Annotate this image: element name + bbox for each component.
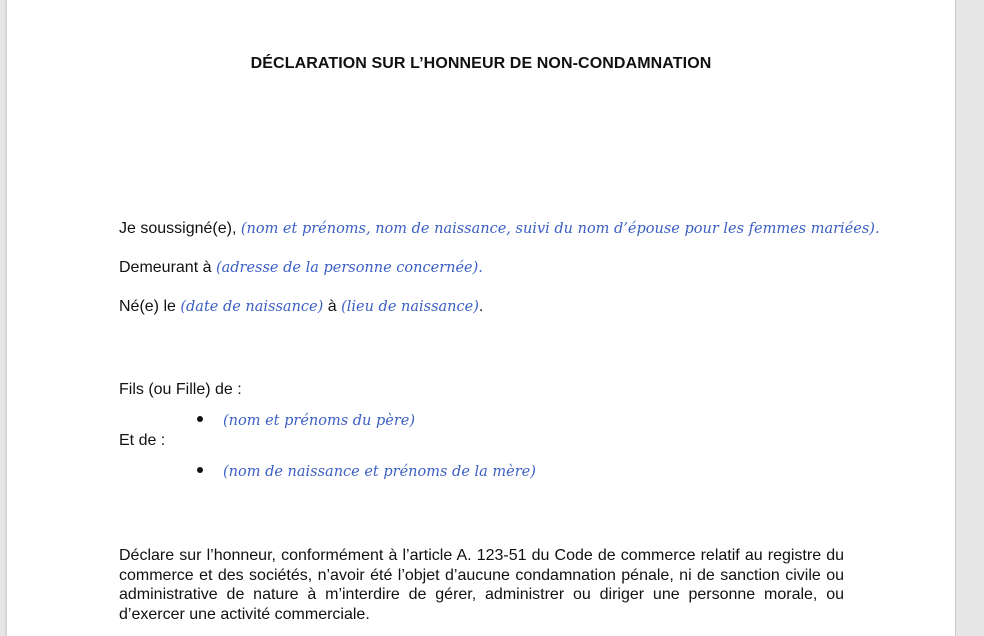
undersigned-end: . (874, 221, 880, 237)
undersigned-label: Je soussigné(e), (119, 220, 241, 237)
declaration-paragraph: Déclare sur l’honneur, conformément à l’article A. 123-51 du Code de commerce relatif au registre du commerce et des sociétés, n’avoir été l’objet d’aucune condamnation pénale, ni de sanction civile ou administrative de nature à m’interdire de gérer, administrer ou diriger une personne morale, ou d’exercer une activité commerciale. (119, 547, 844, 623)
mother-placeholder[interactable]: (nom de naissance et prénoms de la mère) (223, 464, 536, 480)
address-end: . (478, 260, 483, 276)
address-line (119, 259, 483, 277)
bullet-icon (197, 416, 203, 422)
birth-label: Né(e) le (119, 298, 181, 315)
birth-connector: à (323, 298, 342, 315)
bullet-icon (197, 467, 203, 473)
mother-bullet-item (197, 463, 536, 481)
window-edge (956, 0, 984, 636)
father-bullet-item (197, 412, 415, 430)
document-page (6, 0, 956, 636)
birth-place-placeholder[interactable]: (lieu de naissance) (341, 299, 479, 315)
address-label: Demeurant à (119, 259, 216, 276)
document-title: DÉCLARATION SUR L’HONNEUR DE NON-CONDAMNATION (250, 55, 712, 72)
birth-date-placeholder[interactable]: (date de naissance) (180, 299, 324, 315)
father-placeholder[interactable]: (nom et prénoms du père) (223, 413, 416, 429)
birth-end: . (478, 298, 484, 315)
birth-line (119, 298, 483, 316)
undersigned-placeholder[interactable]: (nom et prénoms, nom de naissance, suivi du nom d’épouse pour les femmes mariées) (240, 221, 875, 237)
child-of-label: Fils (ou Fille) de : (119, 381, 242, 398)
address-placeholder[interactable]: (adresse de la personne concernée) (215, 260, 479, 276)
and-of-label: Et de : (119, 432, 166, 449)
undersigned-line (119, 220, 880, 238)
